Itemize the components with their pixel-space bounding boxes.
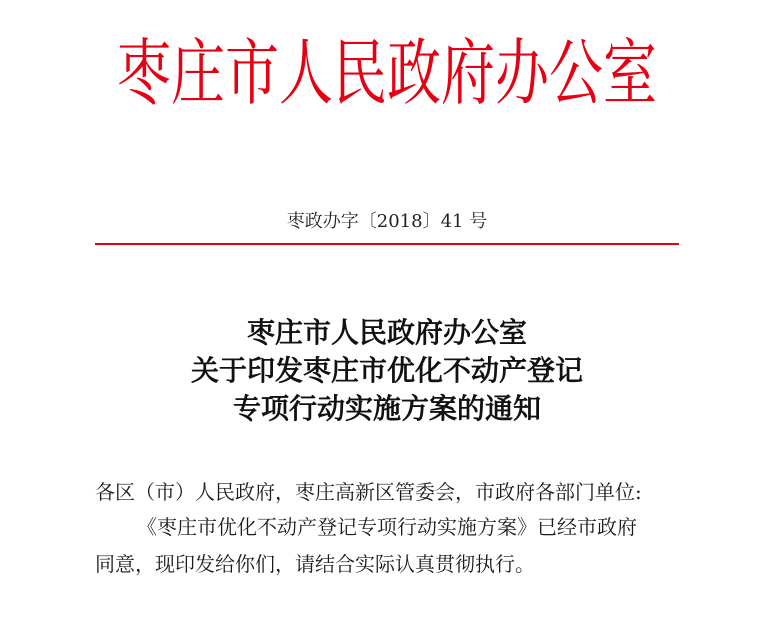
red-divider-line bbox=[95, 243, 679, 245]
title-line-3: 专项行动实施方案的通知 bbox=[232, 392, 541, 425]
title-line-1: 枣庄市人民政府办公室 bbox=[246, 316, 527, 349]
body-paragraph-line-1: 《枣庄市优化不动产登记专项行动实施方案》已经市政府 bbox=[137, 515, 637, 539]
document-number: 枣政办字〔2018〕41 号 bbox=[286, 211, 488, 232]
salutation: 各区（市）人民政府，枣庄高新区管委会，市政府各部门单位: bbox=[95, 480, 642, 504]
document-title bbox=[0, 314, 774, 428]
body-paragraph-line-2: 同意，现印发给你们，请结合实际认真贯彻执行。 bbox=[95, 552, 535, 576]
title-line-2: 关于印发枣庄市优化不动产登记 bbox=[190, 354, 583, 387]
issuer-masthead: 枣庄市人民政府办公室 bbox=[116, 31, 657, 115]
